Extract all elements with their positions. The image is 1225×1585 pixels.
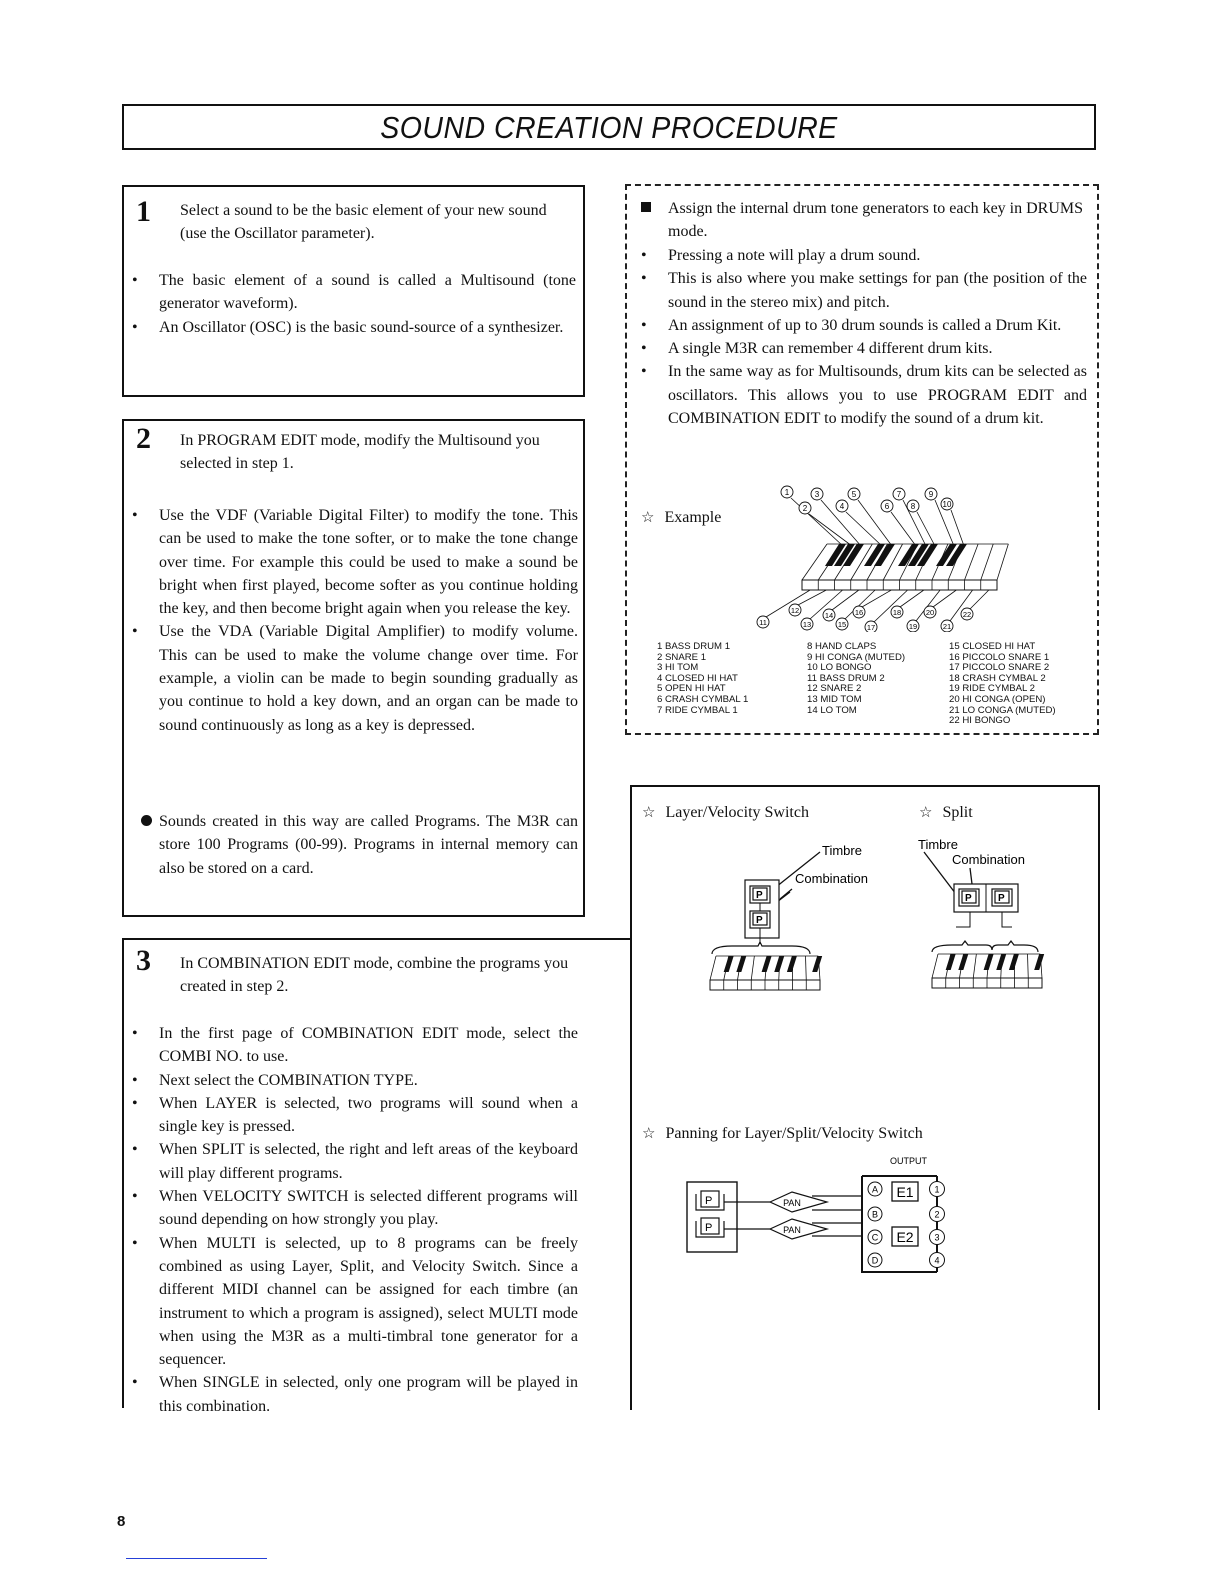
key-number: 6 (884, 502, 890, 512)
page-number: 8 (117, 1513, 126, 1530)
step-3-lead: In COMBINATION EDIT mode, combine the programs you created in step 2. (180, 955, 569, 996)
step-2-box (122, 419, 585, 917)
list-item: • In the first page of COMBINATION EDIT mode, select the COMBI NO. to use. (132, 1025, 578, 1066)
svg-text:A: A (871, 1184, 879, 1195)
key-callout (823, 590, 859, 621)
list-item: • When LAYER is selected, two programs will sound when a single key is pressed. (132, 1094, 578, 1136)
key-callout (891, 590, 924, 618)
pan-node (770, 1192, 827, 1212)
output-label: OUTPUT (890, 1156, 927, 1166)
legend-item: 20 HI CONGA (OPEN) (949, 693, 1046, 705)
list-item: • An Oscillator (OSC) is the basic sound-source of a synthesizer. (132, 318, 564, 336)
key-callout (848, 488, 892, 546)
step-1-box (122, 185, 585, 397)
square-bullet-icon (641, 202, 651, 212)
step-1-number: 1 (136, 195, 151, 228)
key-number: 14 (824, 611, 834, 620)
step-3-box (122, 938, 632, 1415)
output-jack-1 (930, 1182, 945, 1197)
svg-text:P: P (705, 1195, 713, 1207)
panning-heading: ☆ Panning for Layer/Split/Velocity Switch (642, 1125, 923, 1142)
black-key (762, 956, 772, 972)
legend-item: 13 MID TOM (807, 693, 862, 705)
black-key (774, 956, 784, 972)
svg-text:P: P (705, 1222, 713, 1234)
keyboard-icon (932, 954, 1044, 988)
step-2-number: 2 (136, 422, 151, 455)
key-number: 21 (942, 622, 952, 631)
svg-text:D: D (871, 1255, 879, 1266)
program-icon (750, 886, 770, 903)
page-title: SOUND CREATION PROCEDURE (380, 110, 838, 145)
split-heading: ☆ Split (919, 804, 973, 821)
key-number: 3 (814, 490, 820, 500)
key-number: 4 (839, 502, 845, 512)
svg-text:PAN: PAN (783, 1225, 801, 1235)
example-heading: ☆ Example (641, 509, 722, 526)
list-item: • This is also where you make settings for pan (the position of the sound in the stereo mix) and pitch. (641, 270, 1087, 311)
effect-input-C (868, 1230, 882, 1244)
step-1-lead: Select a sound to be the basic element of your new sound (use the Oscillator parameter). (180, 202, 547, 243)
star-icon: ☆ (919, 805, 933, 821)
list-item: • An assignment of up to 30 drum sounds is called a Drum Kit. (641, 316, 1062, 334)
list-item: • The basic element of a sound is called a Multisound (tone generator waveform). (132, 272, 576, 313)
svg-text:P: P (756, 890, 763, 901)
step-2-bullets (126, 504, 578, 737)
step-1-bullets (126, 269, 576, 339)
black-key (1034, 954, 1044, 970)
program-icon (992, 889, 1012, 906)
svg-text:1: 1 (934, 1184, 940, 1195)
legend-item: 9 HI CONGA (MUTED) (807, 651, 906, 663)
output-jack-4 (930, 1253, 945, 1268)
white-key-edge (802, 544, 827, 580)
effect-block-E2 (892, 1227, 918, 1246)
legend-item: 5 OPEN HI HAT (657, 683, 726, 695)
list-item: • When VELOCITY SWITCH is selected different programs will sound depending on how strongly you play. (132, 1188, 578, 1229)
key-number: 16 (854, 608, 864, 617)
keyboard-icon (710, 956, 822, 990)
legend-item: 2 SNARE 1 (657, 651, 707, 663)
key-callout (961, 590, 989, 620)
svg-text:P: P (756, 915, 763, 926)
svg-text:4: 4 (934, 1255, 940, 1266)
legend-item: 16 PICCOLO SNARE 1 (949, 651, 1050, 663)
black-key (996, 954, 1006, 970)
drums-bullets (635, 244, 1087, 430)
page-title-box (122, 104, 1096, 150)
key-number: 22 (962, 610, 972, 619)
list-item: • A single M3R can remember 4 different drum kits. (641, 340, 993, 358)
list-item: • Use the VDA (Variable Digital Amplifier) to modify volume. This can be used to make the volume change over time. For example, a violin can be made to begin sounding gradually as you continue to hold a key down, and an organ can be made to sound continuously as long as a key is depressed. (132, 623, 578, 734)
legend-item: 21 LO CONGA (MUTED) (949, 704, 1056, 716)
list-item: • When SPLIT is selected, the right and left areas of the keyboard will play different programs. (132, 1141, 578, 1182)
key-number: 5 (851, 490, 857, 500)
key-number: 12 (790, 606, 800, 615)
white-key-edge (981, 544, 993, 580)
black-key (736, 956, 746, 972)
list-item: • Pressing a note will play a drum sound. (641, 247, 921, 264)
program-icon (750, 911, 770, 928)
legend-column-1 (657, 642, 748, 716)
svg-text:P: P (998, 893, 1005, 904)
key-number: 18 (892, 608, 902, 617)
step-3-number: 3 (136, 944, 151, 977)
effect-block-E1 (892, 1182, 918, 1201)
panning-diagram (672, 1152, 972, 1302)
step-2-lead: In PROGRAM EDIT mode, modify the Multisound you selected in step 1. (180, 432, 540, 473)
black-key (1009, 954, 1019, 970)
svg-text:3: 3 (934, 1232, 940, 1243)
list-item: • When MULTI is selected, up to 8 programs can be freely combined as using Layer, Split, and Velocity Switch. Since a different MIDI channel can be assigned for each timbre (an instrument to which a program is assigned), select MULTI mode when using the M3R as a multi-timbral tone generator for a sequencer. (132, 1234, 578, 1369)
legend-item: 11 BASS DRUM 2 (807, 672, 885, 684)
star-icon: ☆ (642, 1126, 656, 1142)
bullet-dot-icon (141, 815, 152, 826)
black-key (787, 956, 797, 972)
legend-item: 8 HAND CLAPS (807, 641, 877, 652)
footer-link-underline (126, 1558, 267, 1559)
key-number: 10 (942, 500, 952, 510)
drums-lead: Assign the internal drum tone generators to each key in DRUMS mode. (635, 197, 1087, 244)
white-key-edge (997, 544, 1008, 580)
legend-column-3 (949, 642, 1056, 727)
key-number: 7 (896, 490, 902, 500)
output-jack-3 (930, 1230, 945, 1245)
key-number: 2 (802, 504, 808, 514)
diagram-box (630, 785, 1100, 1410)
key-number: 20 (925, 608, 935, 617)
drums-box (625, 184, 1099, 735)
legend-item: 7 RIDE CYMBAL 1 (657, 704, 738, 716)
svg-text:PAN: PAN (783, 1198, 801, 1208)
legend-item: 12 SNARE 2 (807, 683, 862, 695)
key-callout (853, 590, 891, 618)
black-key (946, 954, 956, 970)
list-item: • When SINGLE in selected, only one program will be played in this combination. (132, 1374, 578, 1415)
legend-column-2 (807, 642, 905, 716)
split-diagram (912, 832, 1102, 992)
black-key (984, 954, 994, 970)
key-callout (925, 488, 954, 546)
legend-item: 22 HI BONGO (949, 715, 1011, 727)
program-icon (959, 889, 979, 906)
step-3-bullets (126, 1022, 578, 1418)
legend-item: 18 CRASH CYMBAL 2 (949, 672, 1046, 684)
svg-text:2: 2 (934, 1209, 940, 1220)
star-icon: ☆ (642, 805, 656, 821)
list-item: • Use the VDF (Variable Digital Filter) to modify the tone. This can be used to make the tone softer, or to make the tone change over time. For example this could be used to make a sound be bright when first played, become softer as you continue holding the key, and then become bright again when you release the key. (132, 507, 578, 618)
step-2-note: Sounds created in this way are called Programs. The M3R can store 100 Programs (00-99). Programs in internal memory can also be stored on a card. (126, 810, 578, 880)
key-number: 19 (908, 622, 918, 631)
svg-text:C: C (871, 1232, 879, 1243)
white-key-edge (965, 544, 979, 580)
drum-keyboard-diagram (747, 482, 1047, 632)
list-item: • Next select the COMBINATION TYPE. (132, 1071, 418, 1089)
effect-input-A (868, 1182, 882, 1196)
drum-legend (647, 642, 1087, 732)
black-key (724, 956, 734, 972)
legend-item: 19 RIDE CYMBAL 2 (949, 683, 1036, 695)
combination-label: Combination (795, 871, 868, 886)
timbre-label: Timbre (822, 843, 862, 858)
legend-item: 17 PICCOLO SNARE 2 (949, 662, 1050, 674)
legend-item: 14 LO TOM (807, 704, 857, 716)
key-number: 1 (784, 488, 790, 498)
svg-text:E2: E2 (896, 1229, 914, 1245)
legend-item: 1 BASS DRUM 1 (657, 641, 731, 652)
legend-item: 4 CLOSED HI HAT (657, 672, 738, 684)
legend-item: 15 CLOSED HI HAT (949, 641, 1036, 652)
layer-heading: ☆ Layer/Velocity Switch (642, 804, 809, 821)
black-key (812, 956, 822, 972)
legend-item: 6 CRASH CYMBAL 1 (657, 693, 749, 705)
layer-diagram (692, 832, 912, 992)
key-number: 8 (910, 502, 916, 512)
key-callout (789, 590, 826, 616)
legend-item: 3 HI TOM (657, 662, 699, 674)
key-number: 15 (837, 620, 847, 629)
effect-input-D (868, 1253, 882, 1267)
legend-item: 10 LO BONGO (807, 662, 872, 674)
output-jack-2 (930, 1207, 945, 1222)
star-icon: ☆ (641, 510, 655, 526)
key-number: 9 (928, 490, 934, 500)
black-key (958, 954, 968, 970)
key-number: 13 (802, 620, 812, 629)
timbre-label: Timbre (918, 837, 958, 852)
svg-text:P: P (965, 893, 972, 904)
svg-text:B: B (871, 1209, 879, 1220)
key-number: 11 (759, 618, 767, 627)
list-item: • In the same way as for Multisounds, drum kits can be selected as oscillators. This allows you to use PROGRAM EDIT and COMBINATION EDIT to modify the sound of a drum kit. (641, 363, 1087, 428)
combination-label: Combination (952, 852, 1025, 867)
effect-input-B (868, 1207, 882, 1221)
key-number: 17 (866, 623, 876, 632)
svg-text:E1: E1 (896, 1184, 914, 1200)
